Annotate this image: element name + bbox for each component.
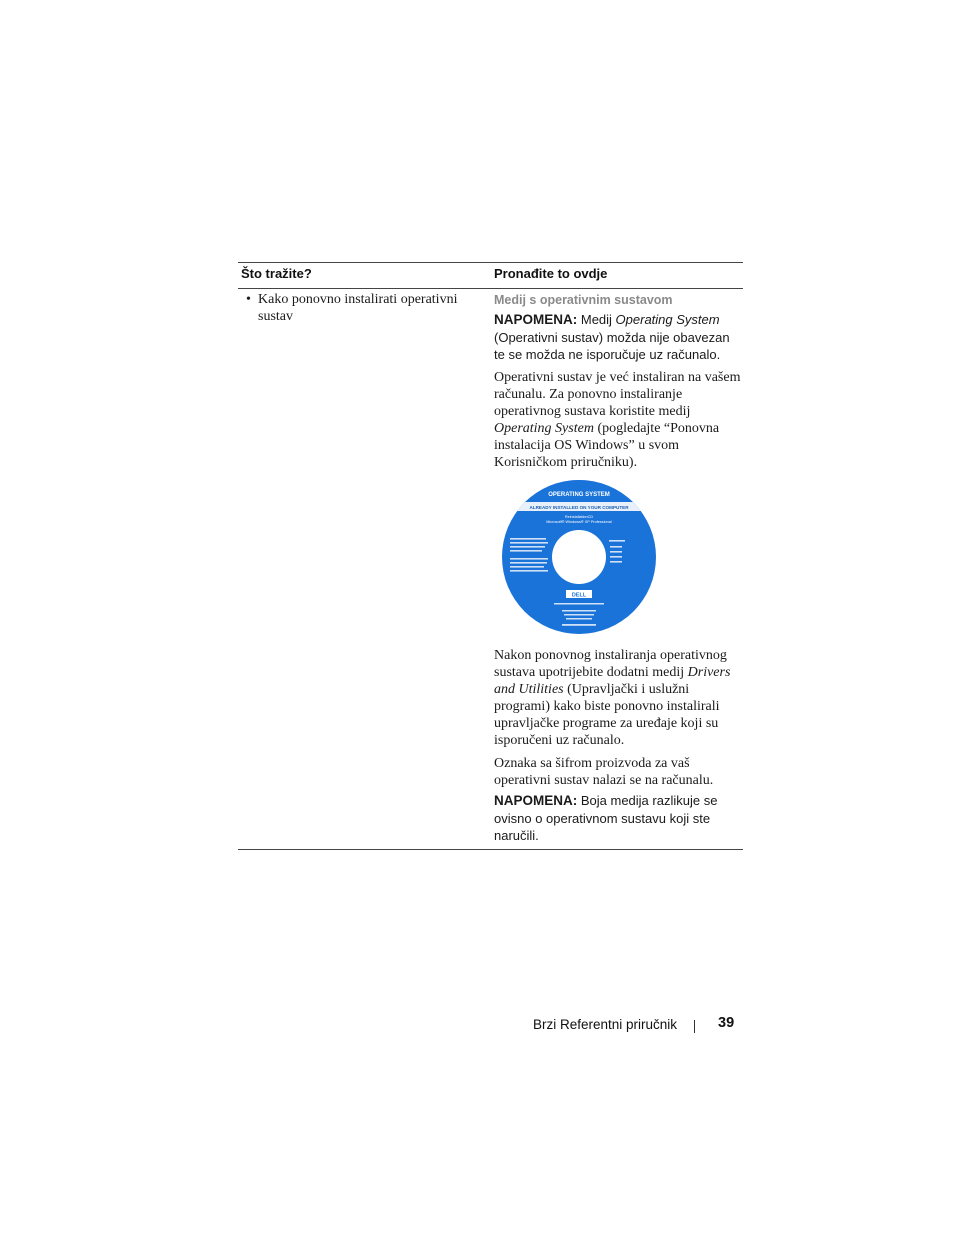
note-text: (Operativni sustav) možda nije obavezan te se možda ne isporučuje uz računalo.	[494, 329, 730, 362]
column-header-where: Pronađite to ovdje	[494, 266, 608, 281]
paragraph-2	[494, 647, 742, 749]
note-text: Medij	[577, 312, 616, 327]
note-label: NAPOMENA:	[494, 793, 578, 808]
operating-system-cd-image	[500, 480, 658, 635]
paragraph-3: Oznaka sa šifrom proizvoda za vaš operativni sustav nalazi se na računalu.	[494, 756, 714, 788]
page-number: 39	[718, 1015, 735, 1031]
cd-center-hole	[552, 530, 606, 584]
note-text: Boja medija razlikuje se ovisno o operativnom sustavu koji ste naručili.	[494, 793, 718, 843]
paragraph-text: Nakon ponovnog instaliranja operativnog sustava upotrijebite dodatni medij	[494, 648, 727, 680]
table-top-rule	[238, 262, 743, 263]
cd-brand-logo: DELL	[571, 592, 587, 599]
paragraph-text: Operativni sustav je već instaliran na vašem računalu. Za ponovno instaliranje operativnog sustava koristite medij	[494, 370, 741, 419]
table-header-rule	[238, 288, 743, 289]
paragraph-italic: Operating System	[494, 421, 594, 436]
note-italic: Operating System	[615, 312, 720, 327]
paragraph-text: (Upravljački i uslužni programi) kako biste ponovno instalirali upravljačke programe za uređaje koji su isporučeni uz računalo.	[494, 682, 720, 748]
cd-title: OPERATING SYSTEM	[548, 492, 610, 498]
note-label: NAPOMENA:	[494, 312, 578, 327]
column-header-what: Što tražite?	[241, 266, 312, 281]
note-2	[494, 792, 742, 845]
footer-separator	[694, 1020, 695, 1033]
cd-line-1: ReinstallationCD	[564, 515, 594, 519]
section-subheading: Medij s operativnim sustavom	[494, 293, 673, 307]
cd-banner: ALREADY INSTALLED ON YOUR COMPUTER	[529, 505, 629, 510]
footer-title: Brzi Referentni priručnik	[533, 1017, 678, 1032]
cd-line-2: Microsoft® Windows® XP Professional	[546, 520, 612, 524]
note-1	[494, 311, 742, 364]
list-item-text: Kako ponovno instalirati operativni sustav	[258, 292, 458, 324]
bullet-glyph: •	[246, 292, 251, 307]
list-item	[246, 291, 461, 325]
paragraph-italic: Drivers and Utilities	[494, 665, 731, 697]
table-bottom-rule	[238, 849, 743, 850]
paragraph-text: (pogledajte “Ponovna instalacija OS Windows” u svom Korisničkom priručniku).	[494, 421, 720, 470]
paragraph-1	[494, 369, 742, 471]
